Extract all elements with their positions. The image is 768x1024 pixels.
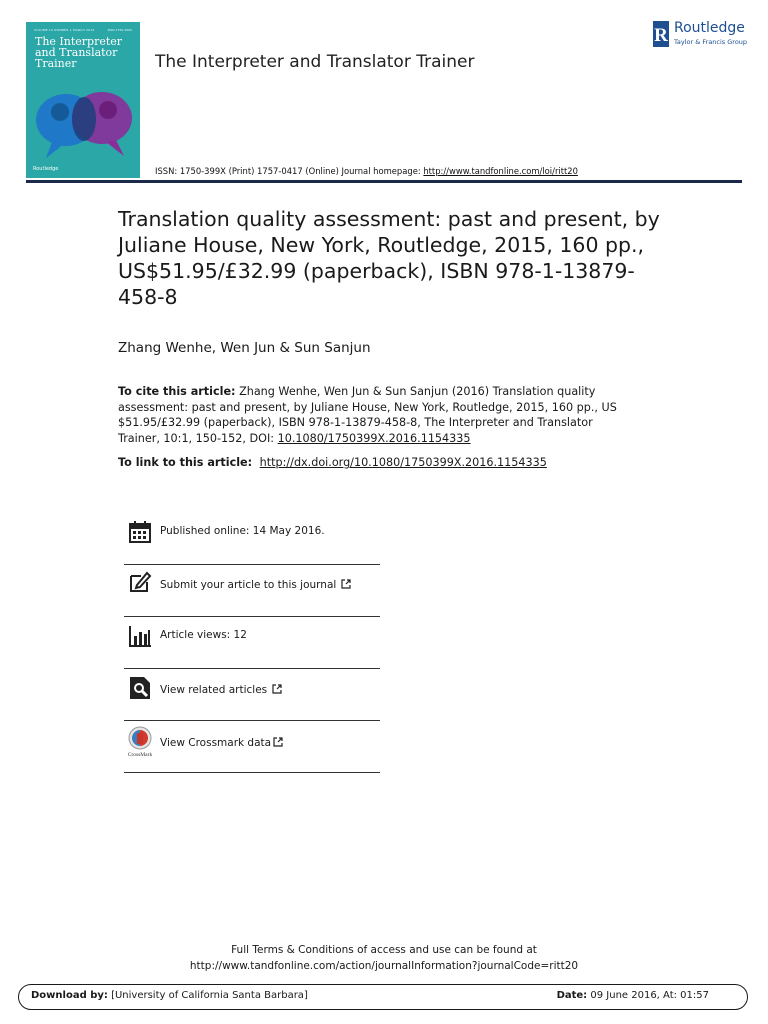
issn-line xyxy=(155,166,578,176)
external-link-icon xyxy=(341,579,351,589)
external-link-icon xyxy=(273,737,283,747)
cite-doi-link[interactable]: 10.1080/1750399X.2016.1154335 xyxy=(277,431,471,445)
published-online-text: Published online: 14 May 2016. xyxy=(160,525,325,537)
cite-text: Zhang Wenhe, Wen Jun & Sun Sanjun (2016) Translation quality assessment: past and present, by Juliane House, New York, Routledge, 2015, 160 pp., US $51.95/£32.99 (paperback), ISBN 978-1-13879-458-8, The Interpreter and Translator Trainer, 10:1, 150-152, DOI: xyxy=(118,385,617,445)
submit-article-row[interactable] xyxy=(124,564,380,617)
cover-volume-text: VOLUME 10 NUMBER 1 MARCH 2016 xyxy=(34,28,95,32)
download-date xyxy=(557,990,709,1001)
header-divider xyxy=(26,180,742,183)
cover-title-line-1: The Interpreter xyxy=(35,35,123,48)
cover-publisher-mark: Routledge xyxy=(33,166,59,172)
svg-text:R: R xyxy=(654,25,668,46)
crossmark-link[interactable] xyxy=(160,737,283,749)
download-date-label: Date: xyxy=(556,990,588,1001)
crossmark-row[interactable] xyxy=(124,720,380,773)
issn-text: ISSN: 1750-399X (Print) 1757-0417 (Online) Journal homepage: xyxy=(155,166,421,176)
published-online-row xyxy=(124,512,380,565)
terms-url[interactable]: http://www.tandfonline.com/action/journalInformation?journalCode=ritt20 xyxy=(189,960,579,972)
terms-line-1: Full Terms & Conditions of access and use can be found at xyxy=(231,944,537,956)
download-info-bar xyxy=(18,984,748,1010)
cover-title-line-3: Trainer xyxy=(35,57,77,70)
journal-homepage-link[interactable]: http://www.tandfonline.com/loi/ritt20 xyxy=(423,166,578,176)
cite-label: To cite this article: xyxy=(118,385,236,398)
download-date-value: 09 June 2016, At: 01:57 xyxy=(590,990,709,1001)
cover-title-line-2: and Translator xyxy=(35,46,118,59)
journal-title: The Interpreter and Translator Trainer xyxy=(155,52,475,72)
related-articles-label: View related articles xyxy=(160,684,268,696)
calendar-icon xyxy=(128,520,152,544)
journal-cover-image[interactable] xyxy=(26,22,140,178)
search-document-icon xyxy=(128,676,152,700)
submit-article-link[interactable] xyxy=(160,579,351,591)
external-link-icon xyxy=(272,684,282,694)
article-link-block xyxy=(118,456,547,469)
link-label: To link to this article: xyxy=(118,456,253,469)
related-articles-row[interactable] xyxy=(124,668,380,721)
article-authors: Zhang Wenhe, Wen Jun & Sun Sanjun xyxy=(118,340,371,356)
routledge-r-mark-icon xyxy=(652,20,670,48)
cover-issn-text: ISSN 1750-399X xyxy=(107,28,132,32)
related-articles-link[interactable] xyxy=(160,684,282,696)
publisher-tagline: Taylor & Francis Group xyxy=(674,38,748,46)
download-by xyxy=(31,990,308,1001)
article-title: Translation quality assessment: past and present, by Juliane House, New York, Routledge, 2015, 160 pp., US$51.95/£32.99 (paperback), ISBN 978-1-13879-458-8 xyxy=(118,207,660,309)
article-views-row xyxy=(124,616,380,669)
article-views-text: Article views: 12 xyxy=(160,629,247,641)
submit-article-label: Submit your article to this journal xyxy=(160,579,337,591)
routledge-logo[interactable] xyxy=(652,20,752,52)
cover-speech-bubbles-art xyxy=(32,82,136,162)
terms-notice xyxy=(0,942,768,974)
article-doi-link[interactable]: http://dx.doi.org/10.1080/1750399X.2016.1154335 xyxy=(259,456,547,469)
pencil-edit-icon xyxy=(128,570,152,594)
crossmark-icon xyxy=(126,726,154,758)
download-by-label: Download by: xyxy=(31,990,108,1001)
publisher-name: Routledge xyxy=(674,20,745,36)
crossmark-label: View Crossmark data xyxy=(160,737,272,749)
crossmark-caption: CrossMark xyxy=(127,752,153,758)
bar-chart-icon xyxy=(128,624,152,648)
download-by-value: [University of California Santa Barbara] xyxy=(111,990,308,1001)
citation-block xyxy=(118,384,638,446)
